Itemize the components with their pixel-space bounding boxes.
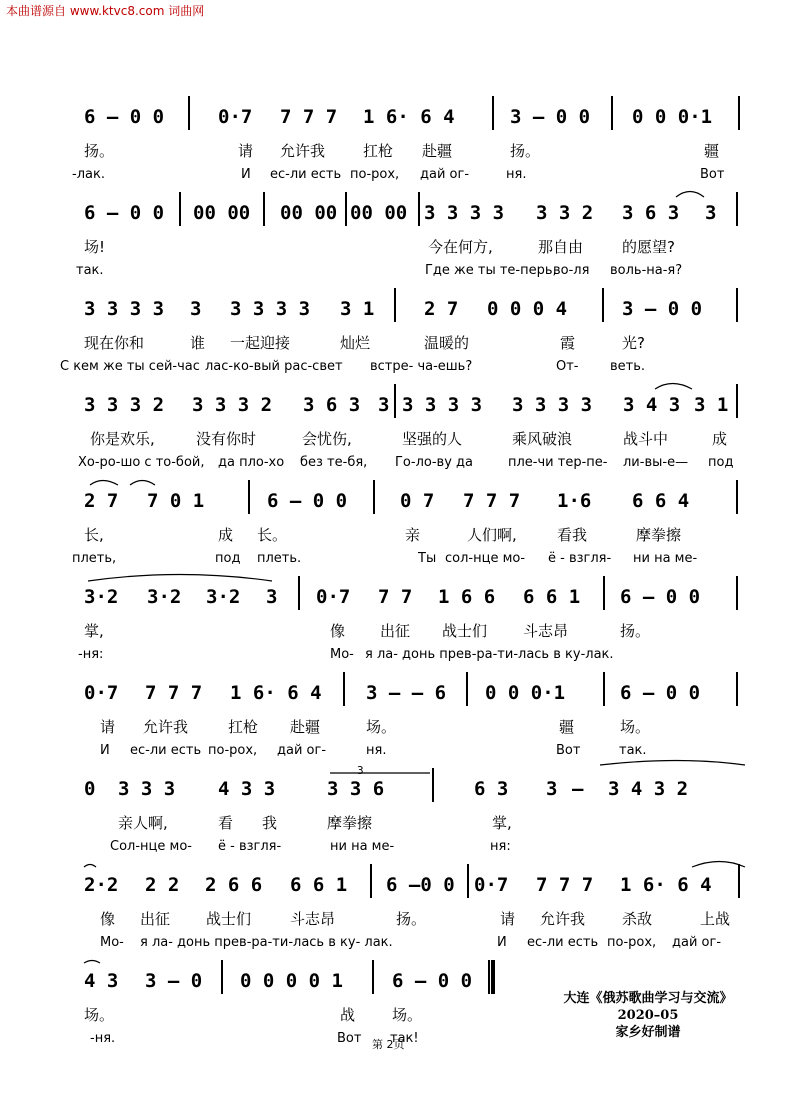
lyric-ru: Вот	[556, 743, 581, 758]
note-group: 3 3 3 3	[424, 202, 505, 224]
lyric-zh: 亲人啊,	[118, 814, 168, 832]
note-group: 7 7 7	[536, 874, 594, 896]
note-group: –	[572, 778, 584, 800]
lyric-ru: дай ог-	[420, 167, 470, 182]
bar-line	[492, 96, 494, 130]
lyric-zh: 今在何方,	[428, 238, 493, 256]
lyric-ru: так.	[619, 743, 647, 758]
note-group: 2 6 6	[205, 874, 263, 896]
note-group: 3 – 0	[145, 970, 203, 992]
russian-lyrics	[0, 743, 790, 763]
lyric-zh: 看我	[557, 526, 588, 544]
note-group: 3·2	[147, 586, 182, 608]
lyric-zh: 坚强的人	[402, 430, 463, 448]
chinese-lyrics	[0, 620, 790, 640]
lyric-zh: 光?	[622, 334, 645, 352]
lyric-ru: дай ог-	[277, 743, 327, 758]
lyric-ru: Вот	[337, 1031, 362, 1046]
note-group: 3·2	[206, 586, 241, 608]
bar-line	[736, 384, 738, 418]
bar-line	[738, 96, 740, 130]
note-group: 3	[378, 394, 390, 416]
lyric-zh: 场。	[392, 1006, 423, 1024]
score-system	[0, 874, 790, 964]
bar-line	[602, 288, 604, 322]
lyric-zh: 掌,	[492, 814, 512, 832]
notation-line	[0, 490, 790, 510]
lyric-zh: 斗志昂	[523, 622, 569, 640]
lyric-zh: 扛枪	[228, 718, 259, 736]
note-group: 1 6 6	[438, 586, 496, 608]
note-group: 6 – 0 0	[267, 490, 348, 512]
note-group: 6 6 1	[523, 586, 581, 608]
note-group: 6 – 0 0	[620, 586, 701, 608]
lyric-ru: ли-вы-е—	[623, 455, 689, 470]
note-group: 3 3 3 3	[512, 394, 593, 416]
lyric-zh: 疆	[704, 142, 720, 160]
lyric-ru: веть.	[610, 359, 646, 374]
note-group: 0 0 0 0 1	[240, 970, 343, 992]
lyric-ru: во-ля	[553, 263, 590, 278]
chinese-lyrics	[0, 812, 790, 832]
note-group: 4 3	[84, 970, 119, 992]
lyric-ru: я ла- донь прев-ра-ти-лась в ку- лак.	[140, 935, 393, 950]
chinese-lyrics	[0, 524, 790, 544]
lyric-ru: встре- ча-ешь?	[370, 359, 473, 374]
credits-date: 2020–05	[617, 1008, 679, 1023]
lyric-ru: ня:	[490, 839, 511, 854]
chinese-lyrics	[0, 236, 790, 256]
lyric-ru: под	[215, 551, 241, 566]
lyric-zh: 场。	[84, 1006, 115, 1024]
bar-line	[394, 384, 396, 418]
note-group: 2 7	[84, 490, 119, 512]
lyric-ru: без те-бя,	[300, 455, 368, 470]
lyric-ru: да пло-хо	[218, 455, 285, 470]
notation-line	[0, 764, 790, 800]
chinese-lyrics	[0, 140, 790, 160]
bar-line	[188, 96, 190, 130]
note-group: 0 0 0·1	[485, 682, 566, 704]
bar-line	[343, 672, 345, 706]
lyric-zh: 允许我	[143, 718, 189, 736]
bar-line	[736, 672, 738, 706]
lyric-zh: 出征	[140, 910, 171, 928]
note-group: 7 7 7	[145, 682, 203, 704]
score-system	[0, 586, 790, 676]
bar-line	[179, 192, 181, 226]
credits	[508, 990, 788, 1041]
bar-line	[611, 96, 613, 130]
lyric-ru: Хо-ро-шо с то-бой,	[78, 455, 205, 470]
note-group: 00 00	[280, 202, 338, 224]
note-group: 0 0 0 4	[487, 298, 568, 320]
note-group: 3·2	[84, 586, 119, 608]
lyric-ru: И	[100, 743, 110, 758]
score-system	[0, 202, 790, 292]
lyric-zh: 没有你时	[196, 430, 257, 448]
score-system	[0, 106, 790, 196]
note-group: 0 0 0·1	[632, 106, 713, 128]
note-group: 3 6 3	[622, 202, 680, 224]
bar-line	[738, 864, 740, 898]
russian-lyrics	[0, 935, 790, 955]
lyric-zh: 扬。	[396, 910, 427, 928]
note-group: 3	[190, 298, 202, 320]
note-group: 6 6 1	[290, 874, 348, 896]
note-group: 2 2	[145, 874, 180, 896]
lyric-zh: 像	[100, 910, 116, 928]
note-group: 3 3 2	[536, 202, 594, 224]
lyric-zh: 场。	[620, 718, 651, 736]
lyric-ru: Мо-	[330, 647, 354, 662]
lyric-ru: Вот	[700, 167, 725, 182]
note-group: 6 – 0 0	[84, 202, 165, 224]
note-group: 3 3 3 3	[402, 394, 483, 416]
lyric-ru: -лак.	[72, 167, 105, 182]
lyric-ru: под	[708, 455, 734, 470]
lyric-ru: ё - взгля-	[218, 839, 282, 854]
lyric-zh: 场!	[84, 238, 106, 256]
note-group: 3 4 3	[623, 394, 681, 416]
note-group: 0·7	[218, 106, 253, 128]
note-group: 6 – 0 0	[620, 682, 701, 704]
lyric-zh: 那自由	[538, 238, 584, 256]
lyric-ru: воль-на-я?	[610, 263, 683, 278]
lyric-ru: Где же ты те-перь,	[425, 263, 557, 278]
note-group: 7 7 7	[280, 106, 338, 128]
lyric-ru: Сол-нце мо-	[110, 839, 192, 854]
score-system	[0, 764, 790, 868]
lyric-zh: 乘风破浪	[512, 430, 573, 448]
note-group: 1 6· 6 4	[620, 874, 712, 896]
lyric-zh: 允许我	[540, 910, 586, 928]
bar-line	[372, 960, 374, 994]
note-group: 6 – 0 0	[84, 106, 165, 128]
lyric-ru: я ла- донь прев-ра-ти-лась в ку-лак.	[365, 647, 614, 662]
note-group: 3	[705, 202, 717, 224]
lyric-ru: ни на ме-	[633, 551, 698, 566]
lyric-ru: ес-ли есть	[527, 935, 599, 950]
bar-line	[221, 960, 223, 994]
lyric-ru: ес-ли есть	[270, 167, 342, 182]
lyric-ru: ё - взгля-	[548, 551, 612, 566]
lyric-zh: 战士们	[442, 622, 488, 640]
bar-line	[298, 576, 300, 610]
lyric-ru: ни на ме-	[330, 839, 395, 854]
lyric-zh: 霞	[560, 334, 576, 352]
note-group: 1 6· 6 4	[363, 106, 455, 128]
notation-line	[0, 106, 790, 126]
lyric-zh: 温暖的	[424, 334, 470, 352]
lyric-zh: 请	[238, 142, 254, 160]
note-group: 0·7	[316, 586, 351, 608]
chinese-lyrics	[0, 332, 790, 352]
lyric-ru: -ня:	[78, 647, 104, 662]
lyric-ru: плеть,	[72, 551, 117, 566]
note-group: 3 – – 6	[366, 682, 447, 704]
russian-lyrics	[0, 839, 790, 859]
lyric-zh: 斗志昂	[290, 910, 336, 928]
bar-line	[394, 288, 396, 322]
russian-lyrics	[0, 167, 790, 187]
bar-line	[418, 192, 420, 226]
bar-line	[736, 192, 738, 226]
lyric-ru: дай ог-	[672, 935, 722, 950]
note-group: 2·2	[84, 874, 119, 896]
bar-line	[370, 864, 372, 898]
score-system	[0, 298, 790, 388]
note-group: 0·7	[474, 874, 509, 896]
lyric-ru: Го-ло-ву да	[395, 455, 473, 470]
lyric-zh: 场。	[366, 718, 397, 736]
notation-line	[0, 970, 790, 990]
credits-source: 大连《俄苏歌曲学习与交流》	[563, 991, 733, 1006]
note-group: 3 3 3 3	[230, 298, 311, 320]
note-group: 00 00	[193, 202, 251, 224]
lyric-zh: 扬。	[510, 142, 541, 160]
lyric-zh: 看	[218, 814, 234, 832]
bar-line	[432, 768, 434, 802]
lyric-ru: Мо-	[100, 935, 124, 950]
lyric-ru: пле-чи тер-пе-	[508, 455, 608, 470]
note-group: 3 3 3 3	[84, 298, 165, 320]
bar-line	[373, 480, 375, 514]
score-system	[0, 682, 790, 772]
lyric-zh: 谁	[190, 334, 206, 352]
lyric-zh: 你是欢乐,	[90, 430, 155, 448]
lyric-zh: 长。	[257, 526, 288, 544]
note-group: 7 7	[378, 586, 413, 608]
russian-lyrics	[0, 263, 790, 283]
note-group: 00 00	[350, 202, 408, 224]
note-group: 6 6 4	[632, 490, 690, 512]
triplet-mark: 3	[357, 764, 364, 777]
lyric-zh: 人们啊,	[467, 526, 517, 544]
final-bar-line	[488, 960, 495, 994]
bar-line	[466, 672, 468, 706]
lyric-zh: 赴疆	[422, 142, 453, 160]
lyric-zh: 掌,	[84, 622, 104, 640]
notation-line	[0, 298, 790, 318]
lyric-ru: так!	[390, 1031, 419, 1046]
note-group: 3	[266, 586, 278, 608]
bar-line	[248, 480, 250, 514]
lyric-zh: 扬。	[620, 622, 651, 640]
lyric-ru: плеть.	[257, 551, 302, 566]
lyric-ru: И	[497, 935, 507, 950]
note-group: 3 3 3	[118, 778, 176, 800]
note-group: 3 3 3 2	[84, 394, 165, 416]
notation-line	[0, 586, 790, 606]
site-header: 本曲谱源自 www.ktvc8.com 词曲网	[6, 4, 205, 18]
score-system	[0, 490, 790, 580]
bar-line	[467, 864, 469, 898]
lyric-ru: сол-нце мо-	[445, 551, 526, 566]
lyric-zh: 疆	[559, 718, 575, 736]
bar-line	[736, 576, 738, 610]
note-group: 3 1	[340, 298, 375, 320]
chinese-lyrics	[0, 428, 790, 448]
lyric-zh: 会忧伤,	[302, 430, 352, 448]
lyric-zh: 摩拳擦	[327, 814, 373, 832]
lyric-zh: 赴疆	[290, 718, 321, 736]
note-group: 6 – 0 0	[392, 970, 473, 992]
lyric-zh: 战斗中	[623, 430, 669, 448]
notation-line	[0, 394, 790, 414]
lyric-zh: 像	[330, 622, 346, 640]
page-number: 第 2页	[372, 1038, 405, 1051]
lyric-zh: 战	[340, 1006, 356, 1024]
bar-line	[345, 192, 347, 226]
lyric-zh: 亲	[405, 526, 421, 544]
lyric-zh: 长,	[84, 526, 104, 544]
note-group: 7 7 7	[463, 490, 521, 512]
lyric-zh: 我	[262, 814, 278, 832]
russian-lyrics	[0, 551, 790, 571]
lyric-ru: ня.	[506, 167, 527, 182]
lyric-zh: 扛枪	[363, 142, 394, 160]
lyric-zh: 战士们	[206, 910, 252, 928]
lyric-ru: по-рох,	[350, 167, 400, 182]
lyric-zh: 请	[100, 718, 116, 736]
lyric-ru: Ты	[418, 551, 437, 566]
lyric-zh: 允许我	[280, 142, 326, 160]
bar-line	[736, 288, 738, 322]
note-group: 3 3 3 2	[192, 394, 273, 416]
note-group: 3	[546, 778, 558, 800]
lyric-zh: 现在你和	[84, 334, 145, 352]
note-group: 1 6· 6 4	[230, 682, 322, 704]
russian-lyrics	[0, 455, 790, 475]
lyric-ru: От-	[556, 359, 579, 374]
chinese-lyrics	[0, 716, 790, 736]
lyric-ru: С кем же ты сей-час	[60, 359, 200, 374]
lyric-zh: 灿烂	[340, 334, 371, 352]
credits-author: 家乡好制谱	[615, 1025, 681, 1040]
lyric-zh: 成	[218, 526, 234, 544]
note-group: 6 3	[474, 778, 509, 800]
bar-line	[603, 576, 605, 610]
note-group: 0 7	[400, 490, 435, 512]
lyric-zh: 扬。	[84, 142, 115, 160]
lyric-ru: -ня.	[90, 1031, 116, 1046]
russian-lyrics	[0, 359, 790, 379]
note-group: 1·6	[557, 490, 592, 512]
note-group: 0·7	[84, 682, 119, 704]
note-group: 3 4 3 2	[608, 778, 689, 800]
lyric-ru: ня.	[366, 743, 387, 758]
russian-lyrics	[0, 647, 790, 667]
lyric-ru: так.	[76, 263, 104, 278]
notation-line	[0, 202, 790, 222]
lyric-zh: 上战	[700, 910, 731, 928]
note-group: 0	[84, 778, 96, 800]
lyric-zh: 杀敌	[622, 910, 653, 928]
note-group: 3 6 3	[303, 394, 361, 416]
note-group: 2 7	[424, 298, 459, 320]
lyric-zh: 摩拳擦	[636, 526, 682, 544]
score-system	[0, 394, 790, 484]
bar-line	[736, 480, 738, 514]
lyric-ru: лас-ко-вый рас-свет	[205, 359, 343, 374]
lyric-zh: 一起迎接	[230, 334, 291, 352]
note-group: 6 –0 0	[386, 874, 455, 896]
lyric-ru: ес-ли есть	[130, 743, 202, 758]
note-group: 3 3 6	[327, 778, 385, 800]
bar-line	[263, 192, 265, 226]
chinese-lyrics	[0, 908, 790, 928]
lyric-zh: 请	[500, 910, 516, 928]
note-group: 3 1	[694, 394, 729, 416]
bar-line	[603, 672, 605, 706]
lyric-ru: по-рох,	[607, 935, 657, 950]
note-group: 4 3 3	[218, 778, 276, 800]
lyric-zh: 的愿望?	[622, 238, 675, 256]
lyric-zh: 出征	[380, 622, 411, 640]
note-group: 3 – 0 0	[510, 106, 591, 128]
notation-line	[0, 874, 790, 894]
lyric-ru: И	[241, 167, 251, 182]
notation-line	[0, 682, 790, 702]
note-group: 7 0 1	[147, 490, 205, 512]
note-group: 3 – 0 0	[622, 298, 703, 320]
lyric-ru: по-рох,	[208, 743, 258, 758]
lyric-zh: 成	[712, 430, 728, 448]
